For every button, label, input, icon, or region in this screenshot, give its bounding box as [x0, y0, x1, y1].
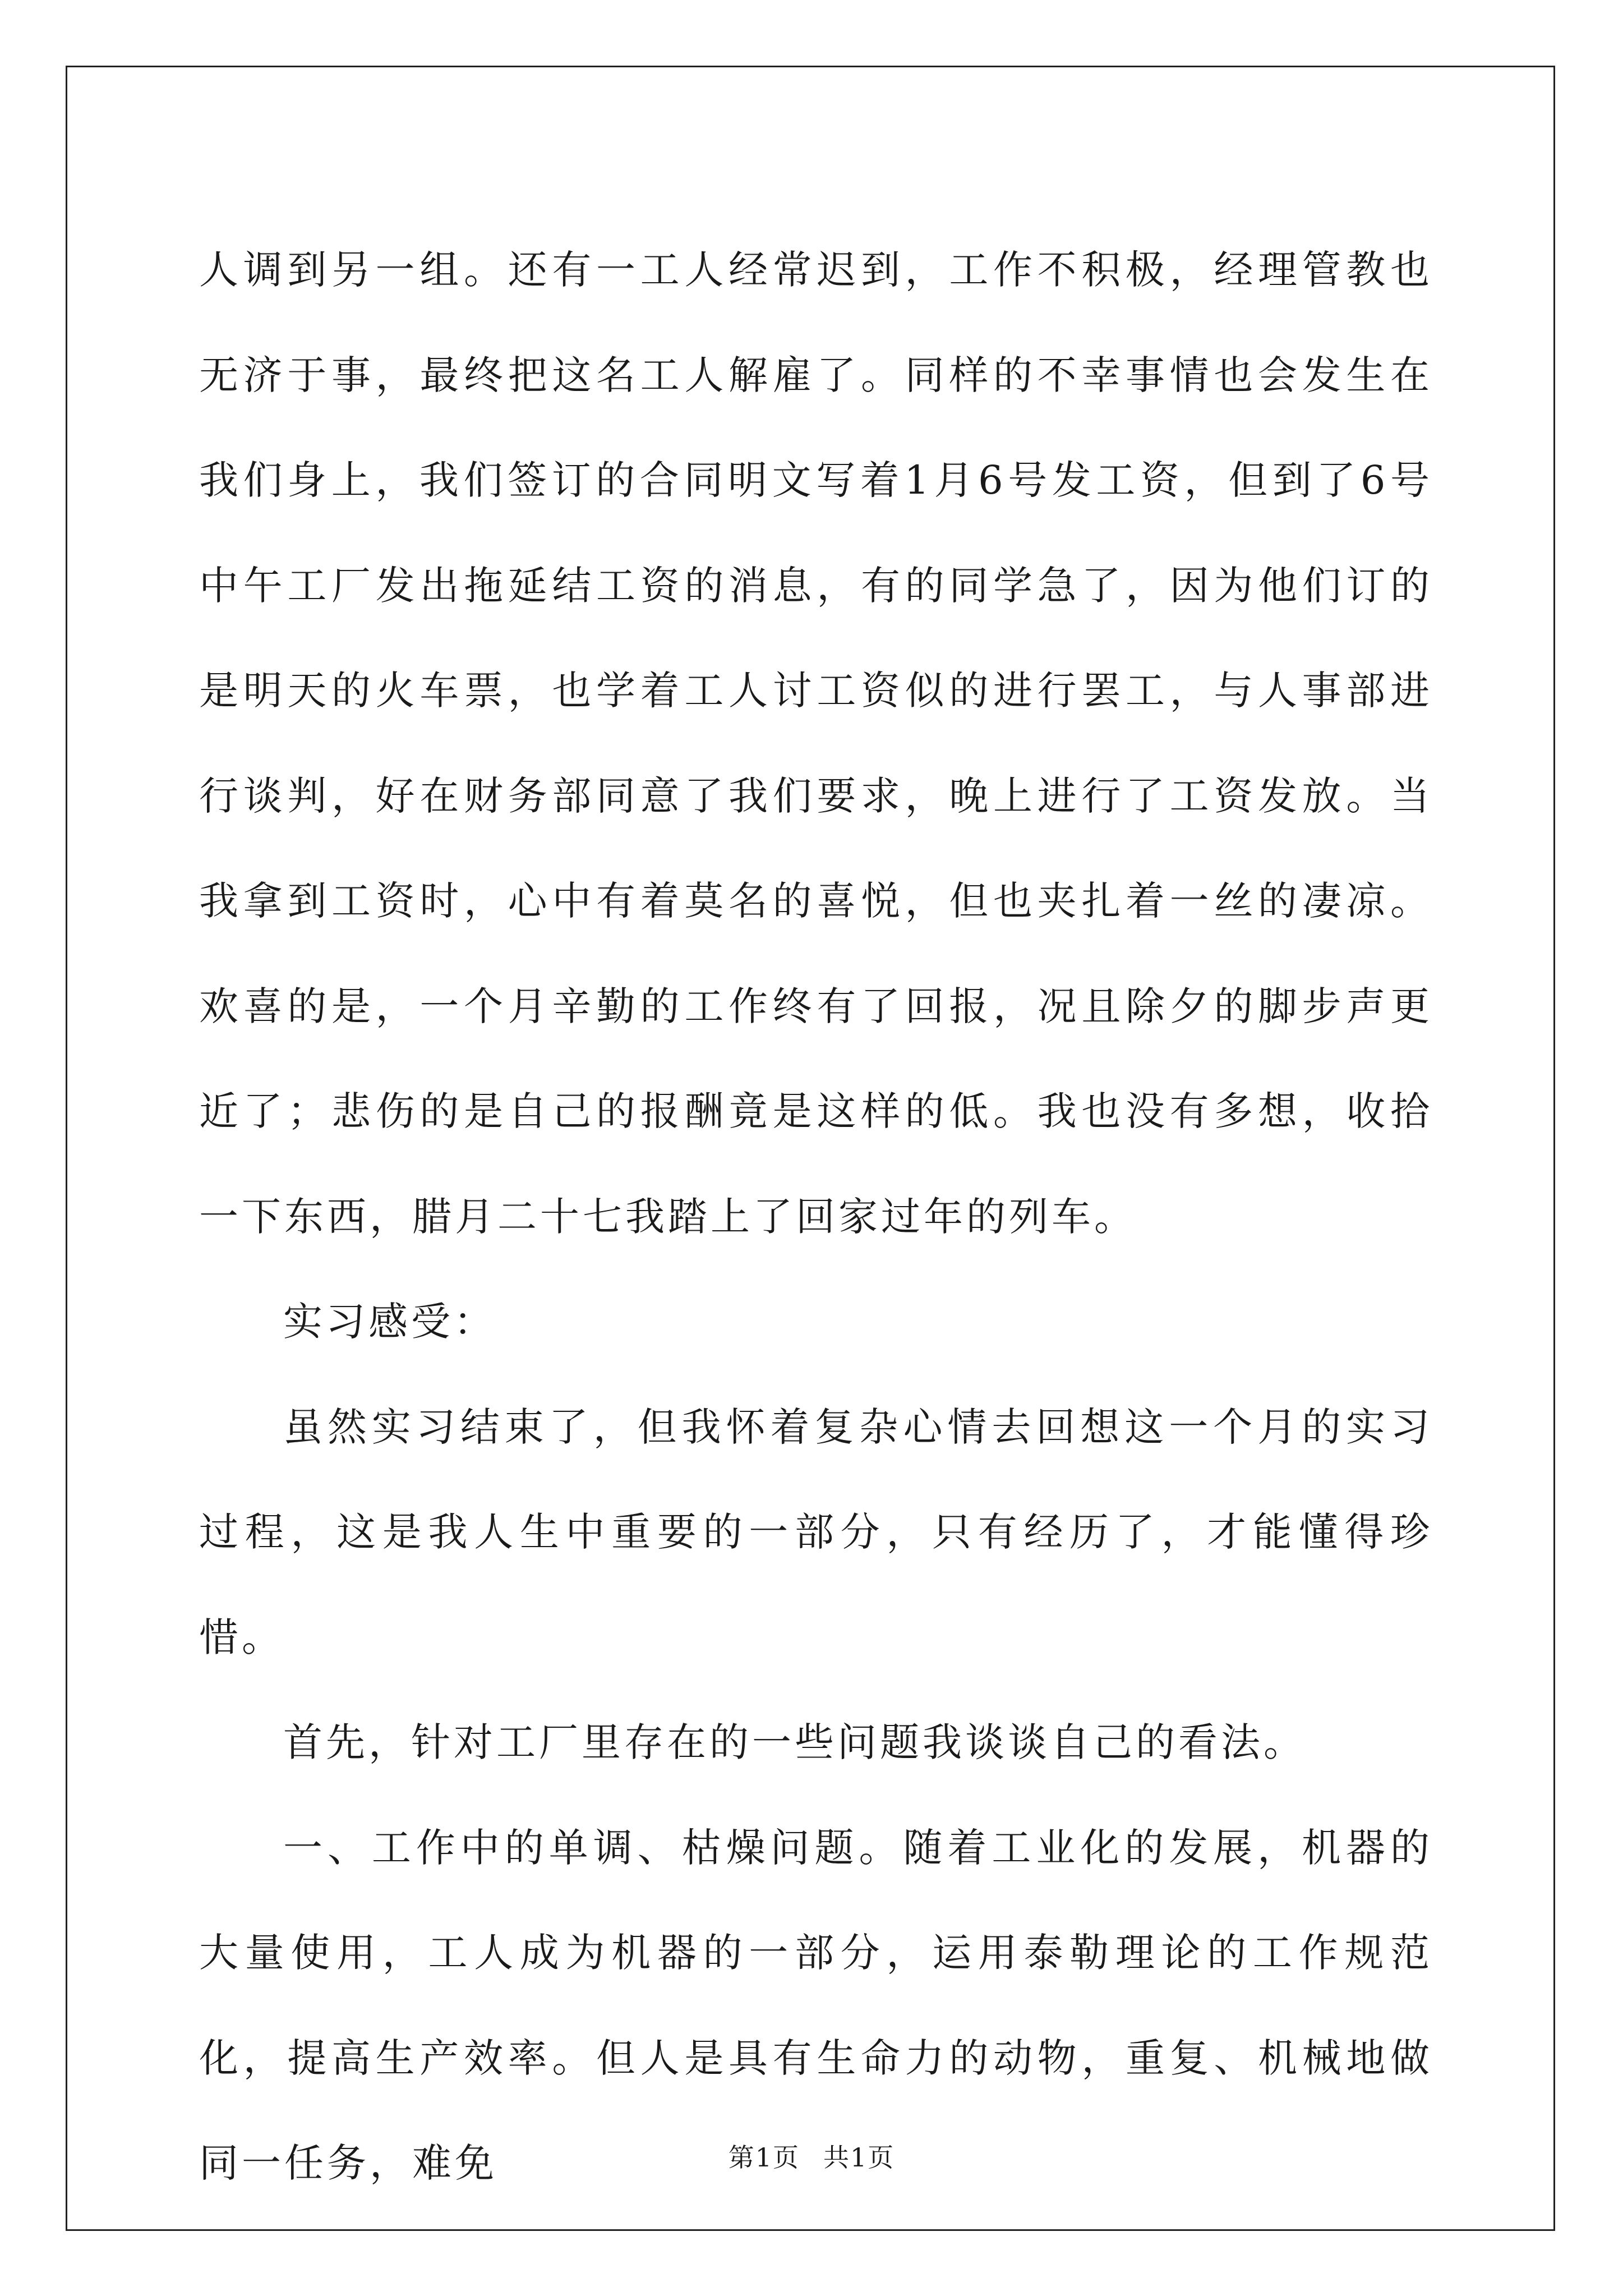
- paragraph-issue-one: 一、工作中的单调、枯燥问题。随着工业化的发展，机器的大量使用，工人成为机器的一部分，运用泰勒理论的工作规范化，提高生产效率。但人是具有生命力的动物，重复、机械地做同一任务，难免: [199, 1824, 1433, 2186]
- page-total: 共1页: [823, 2142, 895, 2173]
- document-body: [199, 218, 1433, 2216]
- page-footer: [0, 2137, 1623, 2174]
- paragraph-body-continued: 人调到另一组。还有一工人经常迟到，工作不积极，经理管教也无济于事，最终把这名工人解雇了。同样的不幸事情也会发生在我们身上，我们签订的合同明文写着1月6号发工资，但到了6号中午工厂发出拖延结工资的消息，有的同学急了，因为他们订的是明天的火车票，也学着工人讨工资似的进行罢工，与人事部进行谈判，好在财务部同意了我们要求，晚上进行了工资发放。当我拿到工资时，心中有着莫名的喜悦，但也夹扎着一丝的凄凉。欢喜的是，一个月辛勤的工作终有了回报，况且除夕的脚步声更近了；悲伤的是自己的报酬竟是这样的低。我也没有多想，收拾一下东西，腊月二十七我踏上了回家过年的列车。: [199, 247, 1433, 1240]
- paragraph-reflection: 虽然实习结束了，但我怀着复杂心情去回想这一个月的实习过程，这是我人生中重要的一部分，只有经历了，才能懂得珍惜。: [199, 1404, 1433, 1660]
- paragraph-internship-heading: 实习感受：: [283, 1299, 496, 1345]
- paragraph-first-point-intro: 首先，针对工厂里存在的一些问题我谈谈自己的看法。: [283, 1719, 1306, 1765]
- page-number: 第1页: [728, 2142, 800, 2173]
